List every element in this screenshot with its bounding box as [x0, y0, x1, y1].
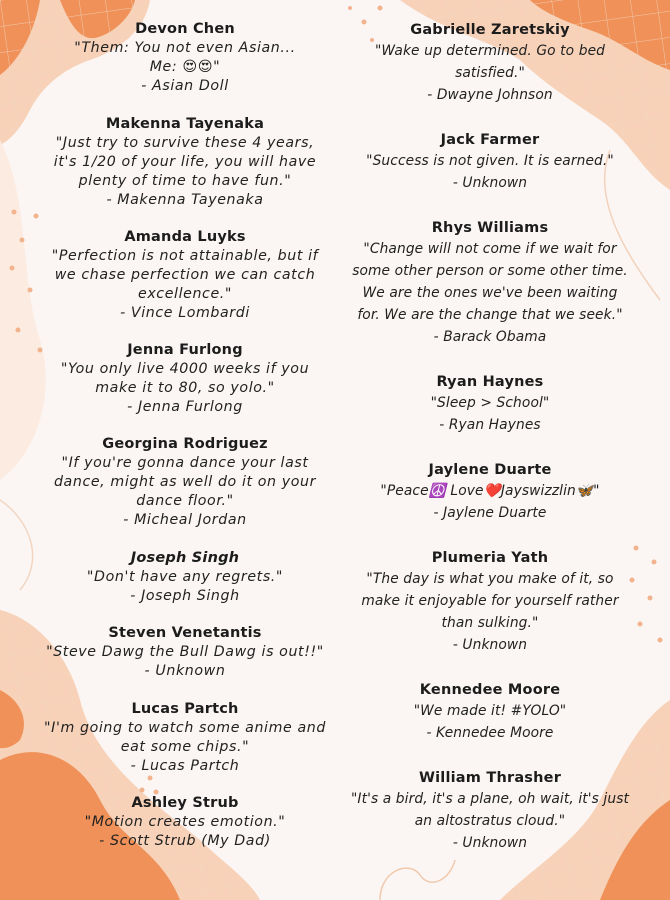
quote-text: "Success is not given. It is earned."	[366, 153, 614, 169]
quote-author: - Dwayne Johnson	[427, 87, 553, 103]
student-name: Joseph Singh	[130, 550, 240, 566]
student-name: Amanda Luyks	[124, 229, 246, 245]
quote-author: - Makenna Tayenaka	[106, 192, 264, 208]
quote-text: "Don't have any regrets."	[86, 569, 284, 585]
student-name: Makenna Tayenaka	[105, 116, 265, 132]
quote-entry	[40, 700, 330, 776]
quote-text: "Motion creates emotion."	[84, 814, 286, 830]
quote-entry	[348, 548, 632, 656]
quote-text: "I'm going to watch some anime and eat some chips."	[44, 720, 326, 755]
quote-author: - Jaylene Duarte	[433, 505, 547, 521]
quote-entry	[348, 218, 632, 348]
student-name: Jaylene Duarte	[428, 462, 552, 478]
quote-author: - Unknown	[452, 175, 528, 191]
blob-left-faint	[0, 140, 46, 480]
student-name: William Thrasher	[418, 770, 562, 786]
quote-entry	[348, 768, 632, 854]
quote-author: - Scott Strub (My Dad)	[99, 833, 271, 849]
quote-author: - Micheal Jordan	[123, 512, 247, 528]
quote-entry	[40, 228, 330, 323]
quote-entry	[40, 341, 330, 417]
quote-author: - Barack Obama	[433, 329, 547, 345]
student-name: Kennedee Moore	[419, 682, 561, 698]
quote-author: - Jenna Furlong	[127, 399, 243, 415]
quote-author: - Asian Doll	[141, 78, 229, 94]
quote-author: - Vince Lombardi	[120, 305, 250, 321]
student-name: Ryan Haynes	[436, 374, 544, 390]
student-name: Devon Chen	[135, 21, 235, 37]
quote-entry	[348, 372, 632, 436]
quote-author: - Unknown	[144, 663, 226, 679]
quote-text: "It's a bird, it's a plane, oh wait, it's just an altostratus cloud."	[350, 791, 630, 829]
quote-entry	[348, 130, 632, 194]
student-name: Rhys Williams	[431, 220, 549, 236]
quote-entry	[348, 680, 632, 744]
quote-text: "Steve Dawg the Bull Dawg is out!!"	[46, 644, 324, 660]
quote-author: - Ryan Haynes	[439, 417, 541, 433]
student-name: Gabrielle Zaretskiy	[410, 22, 570, 38]
quote-entry	[40, 20, 330, 96]
student-name: Ashley Strub	[131, 795, 239, 811]
quote-text: "Them: You not even Asian... Me: 😍😍"	[74, 40, 296, 75]
student-name: Lucas Partch	[131, 701, 239, 717]
quote-entry	[348, 20, 632, 106]
quote-entry	[40, 549, 330, 606]
quote-author: - Lucas Partch	[130, 758, 240, 774]
quote-author: - Unknown	[452, 637, 528, 653]
quote-text: "Sleep > School"	[430, 395, 550, 411]
student-name: Jenna Furlong	[127, 342, 243, 358]
quote-text: "If you're gonna dance your last dance, might as well do it on your dance floor."	[53, 455, 317, 509]
quote-text: "The day is what you make of it, so make it enjoyable for yourself rather than sulking."	[361, 571, 619, 631]
quote-author: - Kennedee Moore	[426, 725, 554, 741]
quote-entry	[40, 794, 330, 851]
quote-text: "Perfection is not attainable, but if we chase perfection we can catch excellence."	[51, 248, 319, 302]
quote-entry	[348, 460, 632, 524]
quote-text: "You only live 4000 weeks if you make it to 80, so yolo."	[60, 361, 310, 396]
quote-author: - Unknown	[452, 835, 528, 851]
quote-text: "Peace☮️ Love❤️Jayswizzlin🦋"	[380, 483, 600, 499]
quote-text: "Wake up determined. Go to bed satisfied."	[374, 43, 606, 81]
quote-entry	[40, 435, 330, 530]
quote-entry	[40, 624, 330, 681]
student-name: Plumeria Yath	[431, 550, 549, 566]
quote-author: - Joseph Singh	[130, 588, 240, 604]
student-name: Georgina Rodriguez	[102, 436, 268, 452]
quote-text: "Just try to survive these 4 years, it's 1/20 of your life, you will have plenty of time to have fun."	[53, 135, 317, 189]
quote-text: "We made it! #YOLO"	[413, 703, 567, 719]
quote-entry	[40, 115, 330, 210]
student-name: Steven Venetantis	[108, 625, 262, 641]
student-name: Jack Farmer	[440, 132, 540, 148]
quote-text: "Change will not come if we wait for some other person or some other time. We are the ones we've been waiting for. We are the change that we seek."	[352, 241, 628, 323]
